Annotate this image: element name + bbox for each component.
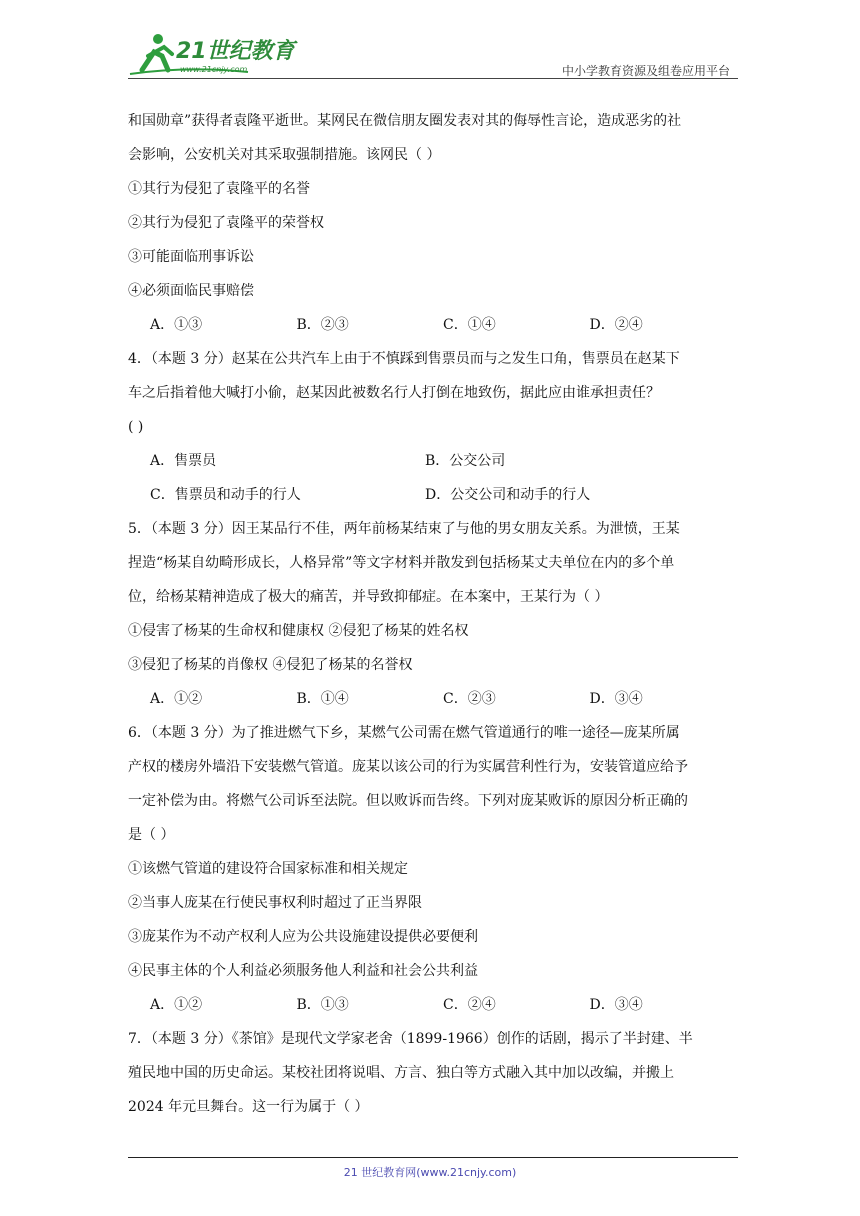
q5-option-d[interactable]: D．③④ (589, 691, 643, 707)
q3-option-c[interactable]: C．①④ (443, 317, 496, 333)
q6-item: ③庞某作为不动产权利人应为公共设施建设提供必要便利 (128, 929, 478, 945)
q6-options (128, 988, 736, 1022)
q3-option-a[interactable]: A．①③ (150, 317, 203, 333)
q5-stem: 捏造“杨某自幼畸形成长，人格异常”等文字材料并散发到包括杨某丈夫单位在内的多个单 (128, 555, 675, 571)
q7-stem: 7．（本题 3 分）《茶馆》是现代文学家老舍（1899-1966）创作的话剧，揭示了半封建、半 (128, 1031, 693, 1047)
q5-option-b[interactable]: B．①④ (296, 691, 349, 707)
q4-option-a[interactable]: A．售票员 (150, 453, 217, 469)
q6-stem: 6．（本题 3 分）为了推进燃气下乡，某燃气公司需在燃气管道通行的唯一途径—庞某所属 (128, 725, 680, 741)
q3-options (128, 308, 736, 342)
footer-divider (128, 1157, 738, 1158)
q3-line: 会影响，公安机关对其采取强制措施。该网民（ ） (128, 147, 441, 163)
q3-item: ①其行为侵犯了袁隆平的名誉 (128, 181, 310, 197)
q5-option-c[interactable]: C．②③ (443, 691, 496, 707)
q3-option-d[interactable]: D．②④ (589, 317, 643, 333)
q7-stem: 殖民地中国的历史命运。某校社团将说唱、方言、独白等方式融入其中加以改编，并搬上 (128, 1065, 674, 1081)
header-platform-text: 中小学教育资源及组卷应用平台 (561, 64, 730, 78)
q3-option-b[interactable]: B．②③ (296, 317, 349, 333)
q6-stem: 一定补偿为由。将燃气公司诉至法院。但以败诉而告终。下列对庞某败诉的原因分析正确的 (128, 793, 688, 809)
q4-option-d[interactable]: D．公交公司和动手的行人 (425, 487, 591, 503)
question-content (128, 104, 736, 1124)
q6-option-d[interactable]: D．③④ (589, 997, 643, 1013)
q4-stem: ( ) (128, 419, 144, 435)
q4-option-c[interactable]: C．售票员和动手的行人 (150, 487, 301, 503)
q6-option-b[interactable]: B．①③ (296, 997, 349, 1013)
q4-stem: 4．（本题 3 分）赵某在公共汽车上由于不慎踩到售票员而与之发生口角，售票员在赵某下 (128, 351, 680, 367)
q6-stem: 是（ ） (128, 827, 175, 843)
page-header (128, 30, 740, 82)
q6-item: ②当事人庞某在行使民事权利时超过了正当界限 (128, 895, 422, 911)
q3-item: ③可能面临刑事诉讼 (128, 249, 254, 265)
q5-item: ③侵犯了杨某的肖像权 ④侵犯了杨某的名誉权 (128, 657, 413, 673)
q6-option-a[interactable]: A．①② (150, 997, 203, 1013)
q4-options-row1 (128, 444, 736, 478)
q4-option-b[interactable]: B．公交公司 (425, 453, 506, 469)
q5-item: ①侵害了杨某的生命权和健康权 ②侵犯了杨某的姓名权 (128, 623, 469, 639)
logo-21cnjy (128, 30, 298, 78)
q6-option-c[interactable]: C．②④ (443, 997, 496, 1013)
q5-stem: 5．（本题 3 分）因王某品行不佳，两年前杨某结束了与他的男女朋友关系。为泄愤，王某 (128, 521, 680, 537)
q4-stem: 车之后指着他大喊打小偷，赵某因此被数名行人打倒在地致伤，据此应由谁承担责任？ (128, 385, 660, 401)
q6-item: ④民事主体的个人利益必须服务他人利益和社会公共利益 (128, 963, 478, 979)
header-divider (128, 78, 738, 79)
logo-title: 21世纪教育 (176, 39, 295, 64)
q3-item: ④必须面临民事赔偿 (128, 283, 254, 299)
q4-options-row2 (128, 478, 736, 512)
q5-option-a[interactable]: A．①② (150, 691, 203, 707)
q3-item: ②其行为侵犯了袁隆平的荣誉权 (128, 215, 324, 231)
q5-stem: 位，给杨某精神造成了极大的痛苦，并导致抑郁症。在本案中，王某行为（ ） (128, 589, 609, 605)
q6-item: ①该燃气管道的建设符合国家标准和相关规定 (128, 861, 408, 877)
q5-options (128, 682, 736, 716)
footer-link[interactable]: 21 世纪教育网(www.21cnjy.com) (343, 1166, 517, 1179)
q6-stem: 产权的楼房外墙沿下安装燃气管道。庞某以该公司的行为实属营利性行为，安装管道应给予 (128, 759, 688, 775)
logo-url: www.21cnjy.com (180, 65, 248, 74)
q7-stem: 2024 年元旦舞台。这一行为属于（ ） (128, 1099, 369, 1115)
q3-line: 和国勋章”获得者袁隆平逝世。某网民在微信朋友圈发表对其的侮辱性言论，造成恶劣的社 (128, 113, 682, 129)
